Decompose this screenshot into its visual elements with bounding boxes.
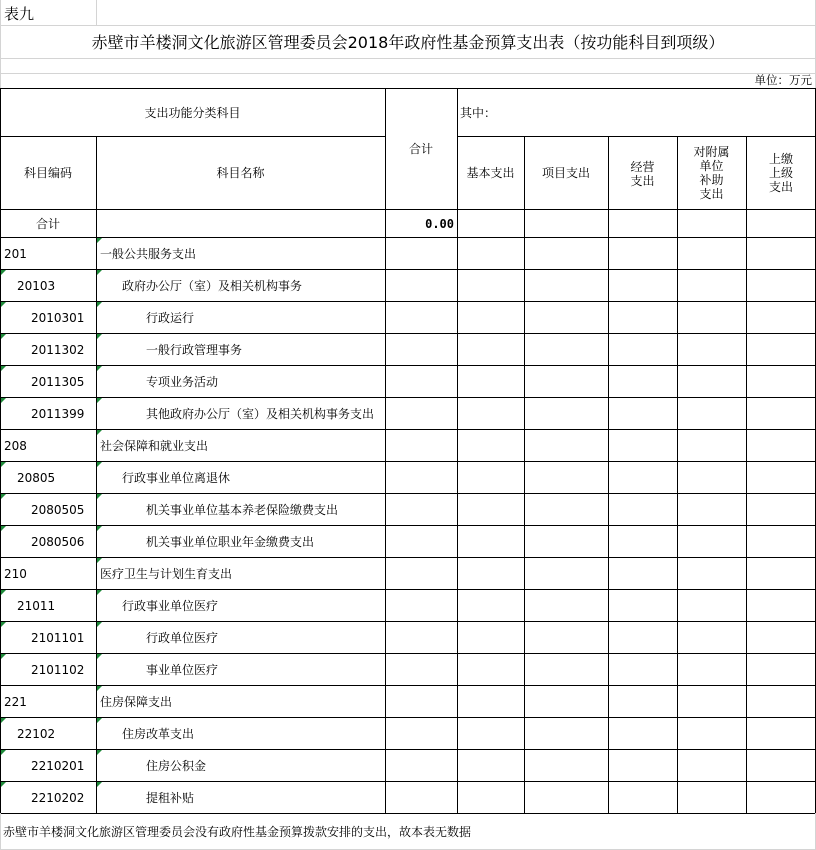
row-name: 行政单位医疗	[146, 631, 219, 645]
table-row	[0, 717, 816, 749]
cell-marker-icon	[97, 750, 102, 755]
row-code: 21011	[17, 599, 56, 613]
cell-marker-icon	[97, 590, 102, 595]
table-row	[0, 333, 816, 365]
row-code: 2080505	[31, 503, 85, 517]
table-row	[0, 461, 816, 493]
header-category: 支出功能分类科目	[144, 106, 241, 120]
cell-marker-icon	[97, 430, 102, 435]
row-name: 医疗卫生与计划生育支出	[100, 567, 233, 581]
table-row	[0, 589, 816, 621]
header-subsidy-line: 补助	[699, 173, 724, 187]
row-name: 住房保障支出	[100, 695, 173, 709]
header-project: 项目支出	[541, 166, 590, 180]
header-code: 科目编码	[23, 166, 72, 180]
cell-marker-icon	[1, 654, 6, 659]
row-name: 一般行政管理事务	[146, 343, 243, 357]
cell-marker-icon	[1, 750, 6, 755]
table-row	[0, 749, 816, 781]
row-name: 政府办公厅（室）及相关机构事务	[122, 279, 303, 293]
table-row	[0, 685, 816, 717]
header-total: 合计	[408, 142, 433, 156]
header-superior-line: 上级	[768, 166, 793, 180]
header-operating-line: 支出	[630, 174, 655, 188]
table-row	[0, 525, 816, 557]
row-code: 2210201	[31, 759, 85, 773]
cell-marker-icon	[97, 366, 102, 371]
table-label: 表九	[4, 5, 35, 23]
total-row-label: 合计	[35, 217, 60, 231]
table-row	[0, 365, 816, 397]
row-name: 专项业务活动	[146, 375, 219, 389]
table-row	[0, 557, 816, 589]
cell-marker-icon	[1, 270, 6, 275]
row-code: 2210202	[31, 791, 85, 805]
table-row	[0, 237, 816, 269]
row-name: 事业单位医疗	[146, 663, 219, 677]
cell-marker-icon	[1, 622, 6, 627]
cell-marker-icon	[1, 398, 6, 403]
cell-marker-icon	[97, 654, 102, 659]
cell-marker-icon	[1, 302, 6, 307]
header-subsidy-line: 支出	[699, 187, 724, 201]
cell-marker-icon	[97, 398, 102, 403]
row-name: 行政运行	[146, 311, 195, 325]
cell-marker-icon	[97, 270, 102, 275]
header-subsidy-line: 单位	[699, 159, 724, 173]
row-code: 2011399	[31, 407, 85, 421]
row-code: 221	[4, 695, 27, 709]
table-row	[0, 653, 816, 685]
cell-marker-icon	[1, 334, 6, 339]
unit-label: 单位：万元	[754, 73, 812, 87]
row-name: 住房公积金	[146, 759, 207, 773]
header-subsidy	[677, 145, 746, 201]
row-name: 其他政府办公厅（室）及相关机构事务支出	[146, 407, 375, 421]
total-row-value: 0.00	[425, 217, 454, 231]
row-code: 2011305	[31, 375, 85, 389]
table-row	[0, 269, 816, 301]
header-superior-line: 上缴	[768, 152, 793, 166]
table-row	[0, 493, 816, 525]
row-name: 住房改革支出	[122, 727, 195, 741]
cell-marker-icon	[1, 782, 6, 787]
row-code: 210	[4, 567, 27, 581]
row-code: 2011302	[31, 343, 85, 357]
cell-marker-icon	[97, 718, 102, 723]
row-name: 机关事业单位职业年金缴费支出	[146, 535, 315, 549]
cell-marker-icon	[97, 302, 102, 307]
row-code: 2010301	[31, 311, 85, 325]
cell-marker-icon	[1, 718, 6, 723]
cell-marker-icon	[97, 558, 102, 563]
row-name: 行政事业单位离退休	[122, 471, 231, 485]
table-row	[0, 397, 816, 429]
cell-marker-icon	[97, 238, 102, 243]
cell-marker-icon	[97, 622, 102, 627]
header-operating	[608, 160, 677, 188]
footnote: 赤壁市羊楼洞文化旅游区管理委员会没有政府性基金预算拨款安排的支出，故本表无数据	[3, 825, 472, 839]
row-code: 22102	[17, 727, 56, 741]
cell-marker-icon	[97, 526, 102, 531]
cell-marker-icon	[1, 590, 6, 595]
header-subsidy-line: 对附属	[693, 145, 730, 159]
row-name: 社会保障和就业支出	[100, 439, 209, 453]
row-code: 20103	[17, 279, 56, 293]
row-code: 2101101	[31, 631, 85, 645]
row-code: 2080506	[31, 535, 85, 549]
table-row	[0, 781, 816, 813]
table-row	[0, 301, 816, 333]
cell-marker-icon	[97, 494, 102, 499]
page-title: 赤壁市羊楼洞文化旅游区管理委员会2018年政府性基金预算支出表（按功能科目到项级）	[91, 33, 725, 52]
cell-marker-icon	[97, 334, 102, 339]
cell-marker-icon	[1, 494, 6, 499]
cell-marker-icon	[1, 526, 6, 531]
row-code: 208	[4, 439, 27, 453]
header-operating-line: 经营	[630, 160, 655, 174]
table-row	[0, 429, 816, 461]
header-name: 科目名称	[216, 166, 265, 180]
row-name: 一般公共服务支出	[100, 247, 197, 261]
cell-marker-icon	[1, 366, 6, 371]
header-among: 其中：	[460, 106, 497, 120]
header-basic: 基本支出	[466, 166, 515, 180]
cell-marker-icon	[97, 686, 102, 691]
header-superior-line: 支出	[768, 180, 793, 194]
cell-marker-icon	[1, 462, 6, 467]
row-name: 行政事业单位医疗	[122, 599, 219, 613]
row-code: 2101102	[31, 663, 85, 677]
row-code: 20805	[17, 471, 56, 485]
row-name: 机关事业单位基本养老保险缴费支出	[146, 503, 339, 517]
cell-marker-icon	[97, 782, 102, 787]
cell-marker-icon	[97, 462, 102, 467]
row-name: 提租补贴	[146, 791, 195, 805]
row-code: 201	[4, 247, 27, 261]
table-row	[0, 621, 816, 653]
header-superior	[746, 152, 816, 194]
